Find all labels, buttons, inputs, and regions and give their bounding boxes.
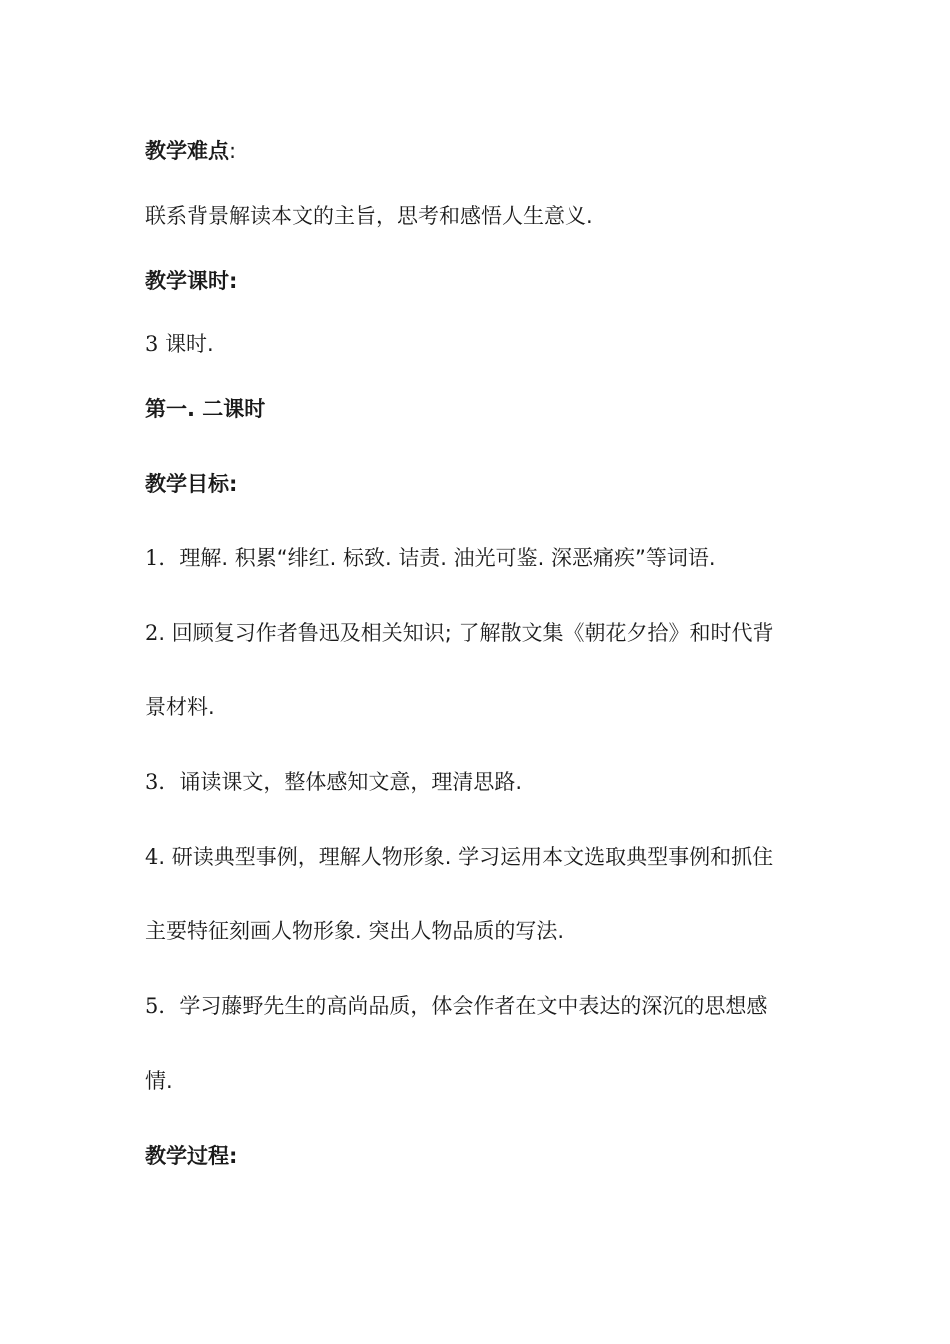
- objective-number: 5: [145, 994, 159, 1018]
- objective-item-5-continued: 情.: [145, 1069, 173, 1093]
- objective-number: 2: [145, 621, 159, 645]
- difficulty-text: 联系背景解读本文的主旨，思考和感悟人生意义.: [145, 204, 593, 228]
- objective-number: 3: [145, 770, 159, 794]
- objective-text: . 回顾复习作者鲁迅及相关知识; 了解散文集《朝花夕拾》和时代背: [158, 621, 774, 645]
- process-heading: 教学过程:: [145, 1144, 238, 1168]
- objective-item-1: [145, 543, 825, 573]
- objective-text: ．理解. 积累“绯红. 标致. 诘责. 油光可鉴. 深恶痛疾”等词语.: [158, 546, 716, 570]
- difficulty-heading-colon: :: [229, 139, 237, 163]
- period-unit: 课时.: [165, 332, 214, 356]
- objective-item-4-continued: 主要特征刻画人物形象. 突出人物品质的写法.: [145, 919, 565, 943]
- period-heading: 教学课时:: [145, 269, 238, 293]
- objective-item-3: [145, 767, 825, 797]
- objective-item-2-continued: 景材料.: [145, 695, 215, 719]
- objective-item-4: [145, 842, 825, 872]
- objective-text: ．诵读课文，整体感知文意，理清思路.: [158, 770, 523, 794]
- objective-number: 1: [145, 546, 159, 570]
- lesson-heading: 第一. 二课时: [145, 397, 266, 421]
- objective-text: . 研读典型事例，理解人物形象. 学习运用本文选取典型事例和抓住: [158, 845, 774, 869]
- period-number: 3: [145, 332, 159, 356]
- objective-number: 4: [145, 845, 159, 869]
- period-text: [145, 329, 825, 359]
- objective-text: ．学习藤野先生的高尚品质，体会作者在文中表达的深沉的思想感: [158, 994, 768, 1018]
- difficulty-heading-text: 教学难点: [145, 139, 229, 163]
- objective-item-5: [145, 991, 825, 1021]
- objectives-heading: 教学目标:: [145, 472, 238, 496]
- difficulty-heading: [145, 136, 825, 166]
- objective-item-2: [145, 618, 825, 648]
